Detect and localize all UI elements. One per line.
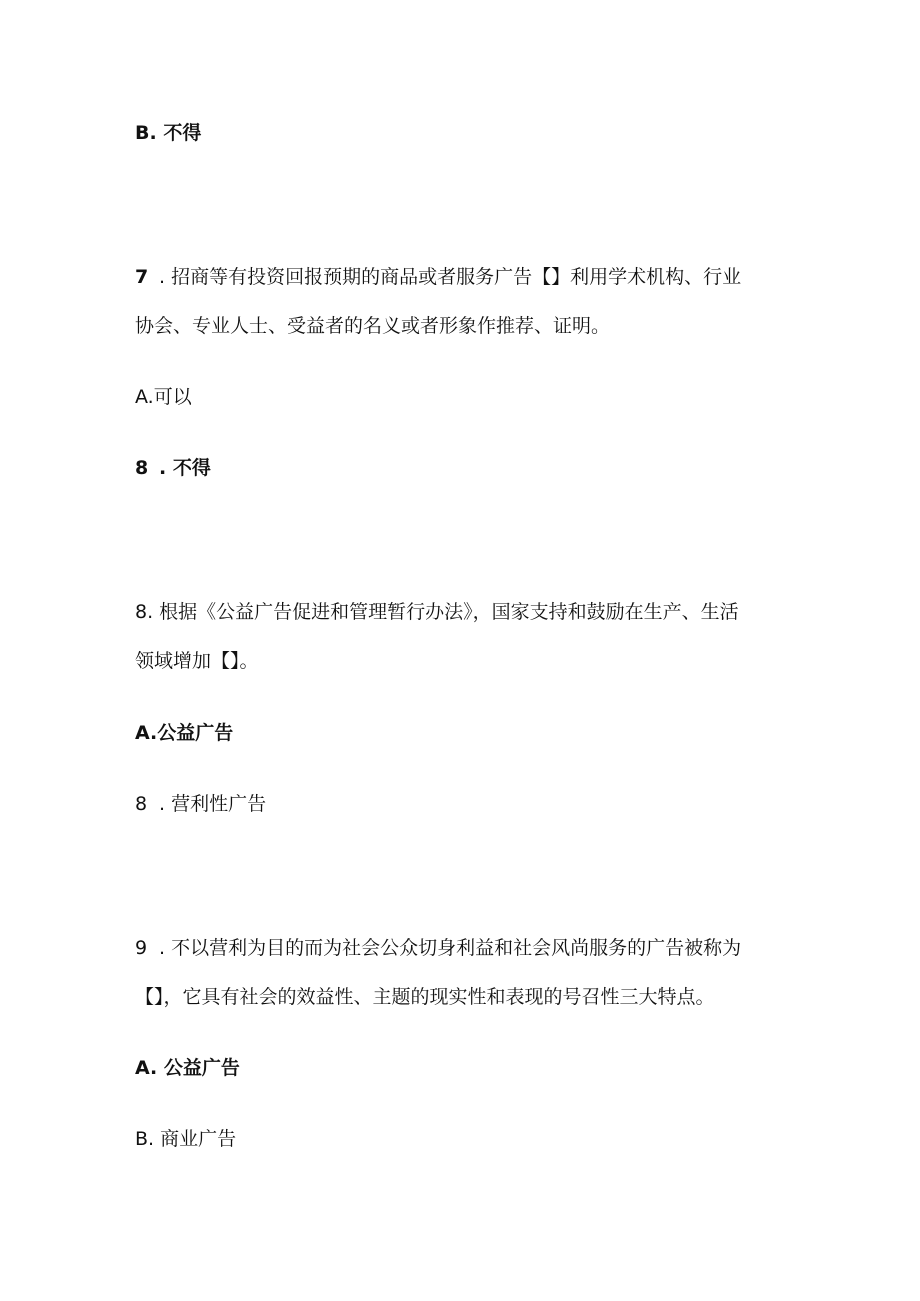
question-text: 协会、专业人士、受益者的名义或者形象作推荐、证明。	[135, 315, 611, 337]
option-text: A. 公益广告	[135, 1057, 240, 1079]
question-8-line-2	[135, 648, 259, 674]
option-number: 8	[135, 457, 149, 479]
answer-option-b-bold	[135, 120, 201, 146]
question-9-line-2	[135, 984, 715, 1010]
question-text: 领域增加【】。	[135, 650, 259, 672]
answer-option-a	[135, 384, 192, 410]
answer-option-a-bold	[135, 720, 233, 746]
question-7-line-1	[135, 264, 741, 290]
answer-option-numbered	[135, 455, 211, 481]
answer-option-b	[135, 1126, 236, 1152]
answer-option-numbered	[135, 791, 266, 817]
option-text: . 不得	[159, 457, 211, 479]
option-text: A.可以	[135, 386, 192, 408]
option-text: B. 商业广告	[135, 1128, 237, 1150]
question-8-line-1	[135, 599, 739, 625]
option-text: . 营利性广告	[159, 793, 267, 815]
question-text: . 招商等有投资回报预期的商品或者服务广告【】利用学术机构、行业	[159, 266, 742, 288]
option-text: A.公益广告	[135, 722, 234, 744]
question-7-line-2	[135, 313, 610, 339]
question-9-line-1	[135, 935, 741, 961]
option-text: B. 不得	[135, 122, 202, 144]
answer-option-a-bold	[135, 1055, 240, 1081]
question-text: 8. 根据《公益广告促进和管理暂行办法》，国家支持和鼓励在生产、生活	[135, 601, 739, 623]
question-text: . 不以营利为目的而为社会公众切身利益和社会风尚服务的广告被称为	[159, 937, 742, 959]
question-number: 9	[135, 937, 148, 959]
question-number: 7	[135, 266, 149, 288]
question-text: 【】，它具有社会的效益性、主题的现实性和表现的号召性三大特点。	[135, 986, 715, 1008]
option-number: 8	[135, 793, 148, 815]
